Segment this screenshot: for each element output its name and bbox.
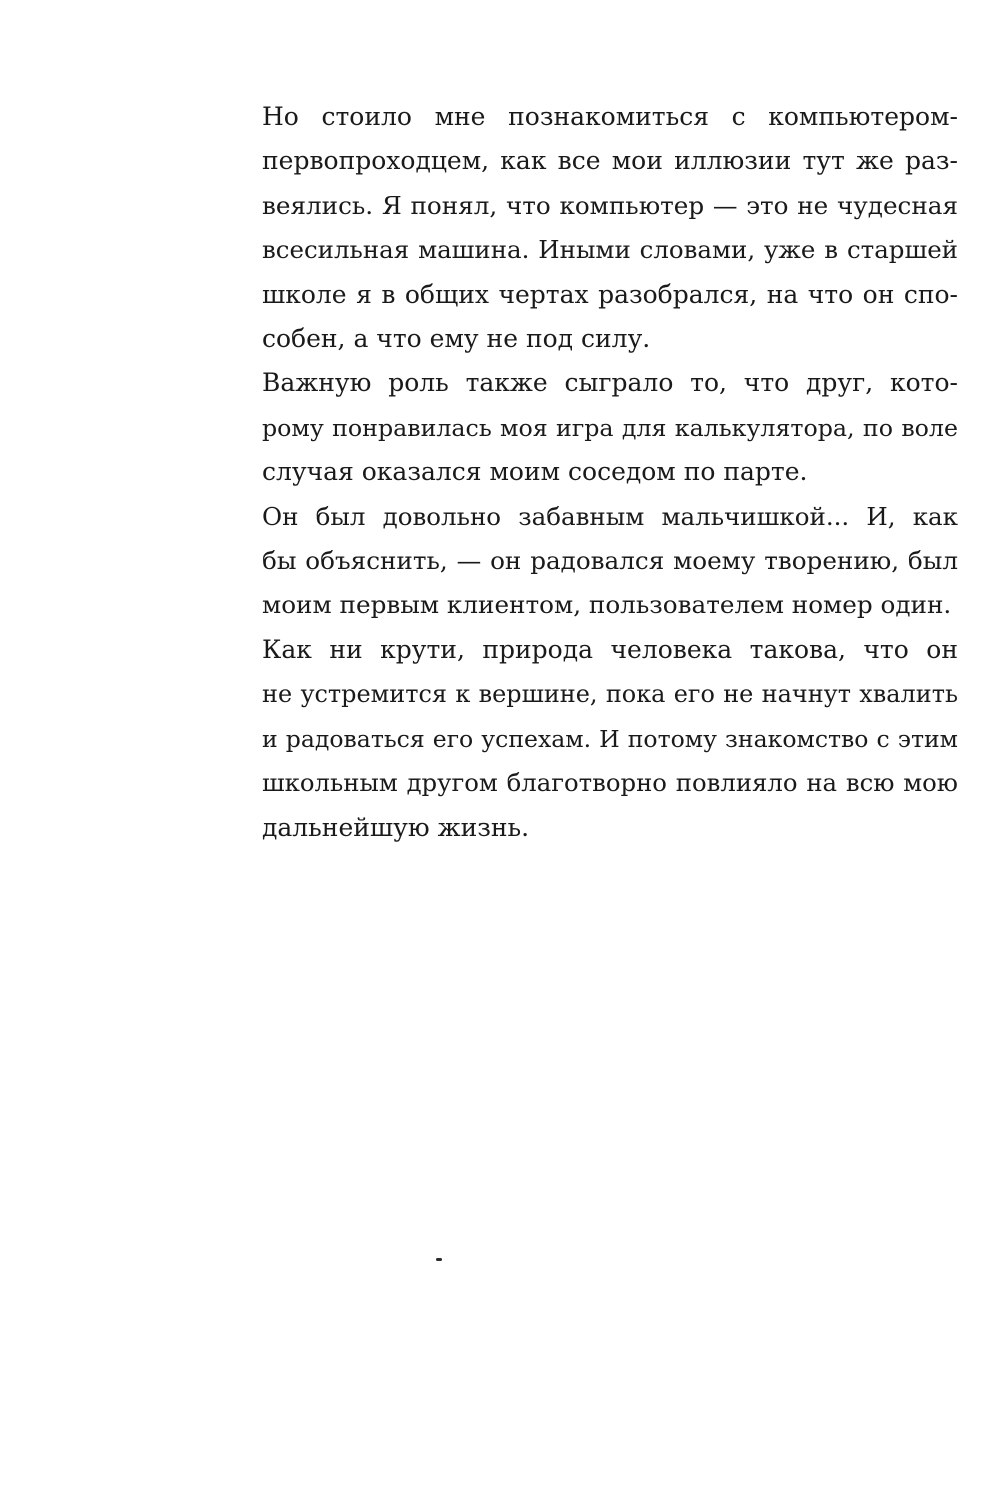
text-line: школьным другом благотворно повлияло на всю мою (262, 768, 958, 798)
text-line: Как ни крути, природа человека такова, что он (262, 634, 958, 664)
paragraph-2 (212, 361, 958, 494)
text-line: Важную роль также сыграло то, что друг, кото- (262, 368, 958, 398)
text-line: случая оказался моим соседом по парте. (262, 457, 808, 487)
paragraph-4 (212, 628, 958, 850)
text-line: Он был довольно забавным мальчишкой... И, как (262, 501, 958, 531)
ink-speck (436, 1258, 442, 1261)
paragraph-1 (212, 95, 958, 361)
text-line: всесильная машина. Иными словами, уже в старшей (262, 235, 958, 265)
text-line: дальнейшую жизнь. (262, 812, 530, 842)
text-line: школе я в общих чертах разобрался, на что он спо- (262, 279, 958, 309)
text-line: Но стоило мне познакомиться с компьютером- (262, 102, 958, 131)
text-line: веялись. Я понял, что компьютер — это не чудесная (262, 190, 958, 220)
text-line: рому понравилась моя игра для калькулятора, по воле (262, 413, 958, 442)
text-line: и радоваться его успехам. И потому знакомство с этим (262, 724, 958, 753)
text-line: моим первым клиентом, пользователем номер один. (262, 590, 952, 620)
paragraph-3 (212, 495, 958, 628)
text-line: первопроходцем, как все мои иллюзии тут же раз- (262, 146, 958, 176)
text-line: бы объяснить, — он радовался моему творению, был (262, 546, 958, 576)
text-line: собен, а что ему не под силу. (262, 324, 651, 354)
text-line: не устремится к вершине, пока его не начнут хвалить (262, 680, 958, 709)
body-text (212, 95, 958, 850)
